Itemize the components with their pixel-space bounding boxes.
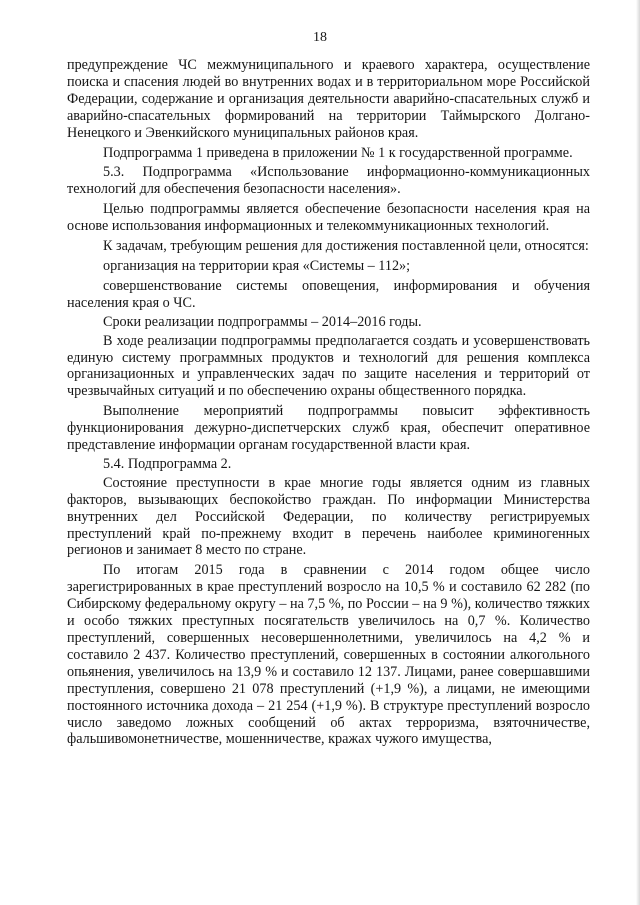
paragraph-tasks-intro: К задачам, требующим решения для достижения поставленной цели, относятся:	[103, 238, 589, 255]
paragraph-task-warning-system: совершенствование системы оповещения, информирования и обучения населения края о ЧС.	[67, 277, 590, 311]
paragraph-crime-situation: Состояние преступности в крае многие годы является одним из главных факторов, вызывающих беспокойство граждан. По информации Министерства внутренних дел Российской Федерации, по количеству регистрируемых преступлений край по-прежнему входит в перечень наиболее криминогенных регионов и занимает 8 место по стране.	[67, 474, 590, 559]
section-heading-5-4: 5.4. Подпрограмма 2.	[103, 455, 232, 472]
document-body	[67, 57, 590, 748]
paragraph-subprogram-1-reference: Подпрограмма 1 приведена в приложении № 1 к государственной программе.	[103, 144, 573, 161]
section-heading-5-3: 5.3. Подпрограмма «Использование информационно-коммуникационных технологий для обеспечения безопасности населения».	[67, 164, 590, 198]
paragraph-implementation-plan: В ходе реализации подпрограммы предполагается создать и усовершенствовать единую систему программных продуктов и технологий для решения комплекса организационных и управленческих задач по защите населения и территорий от чрезвычайных ситуаций и по обеспечению охраны общественного порядка.	[67, 332, 590, 400]
paragraph-efficiency: Выполнение мероприятий подпрограммы повысит эффективность функционирования дежурно-диспетчерских служб края, обеспечит оперативное представление информации органам государственной власти края.	[67, 403, 590, 454]
paragraph-emergency-tasks: предупреждение ЧС межмуниципального и краевого характера, осуществление поиска и спасения людей во внутренних водах и в территориальном море Российской Федерации, содержание и организация деятельности аварийно-спасательных служб и аварийно-спасательных формирований на территории Таймырского Долгано-Ненецкого и Эвенкийского муниципальных районов края.	[67, 57, 590, 141]
paragraph-implementation-period: Сроки реализации подпрограммы – 2014–2016 годы.	[103, 313, 422, 330]
page-number: 18	[313, 30, 327, 45]
paragraph-subprogram-goal: Целью подпрограммы является обеспечение безопасности населения края на основе использования информационных и телекоммуникационных технологий.	[67, 201, 590, 235]
paragraph-task-112-system: организация на территории края «Системы – 112»;	[103, 257, 411, 274]
paragraph-crime-statistics-2015: По итогам 2015 года в сравнении с 2014 годом общее число зарегистрированных в крае преступлений возросло на 10,5 % и составило 62 282 (по Сибирскому федеральному округу – на 7,5 %, по России – на 9 %), количество тяжких и особо тяжких преступных посягательств увеличилось на 0,7 %. Количество преступлений, совершенных несовершеннолетними, увеличилось на 4,2 % и составило 2 437. Количество преступлений, совершенных в состоянии алкогольного опьянения, увеличилось на 13,9 % и составило 12 137. Лицами, ранее совершавшими преступления, совершено 21 078 преступлений (+1,9 %), а лицами, не имеющими постоянного источника дохода – 21 254 (+1,9 %). В структуре преступлений возросло число заведомо ложных сообщений об актах терроризма, взяточничестве, фальшивомонетничестве, мошенничестве, кражах чужого имущества,	[67, 562, 590, 748]
scan-edge-shadow	[636, 0, 640, 905]
